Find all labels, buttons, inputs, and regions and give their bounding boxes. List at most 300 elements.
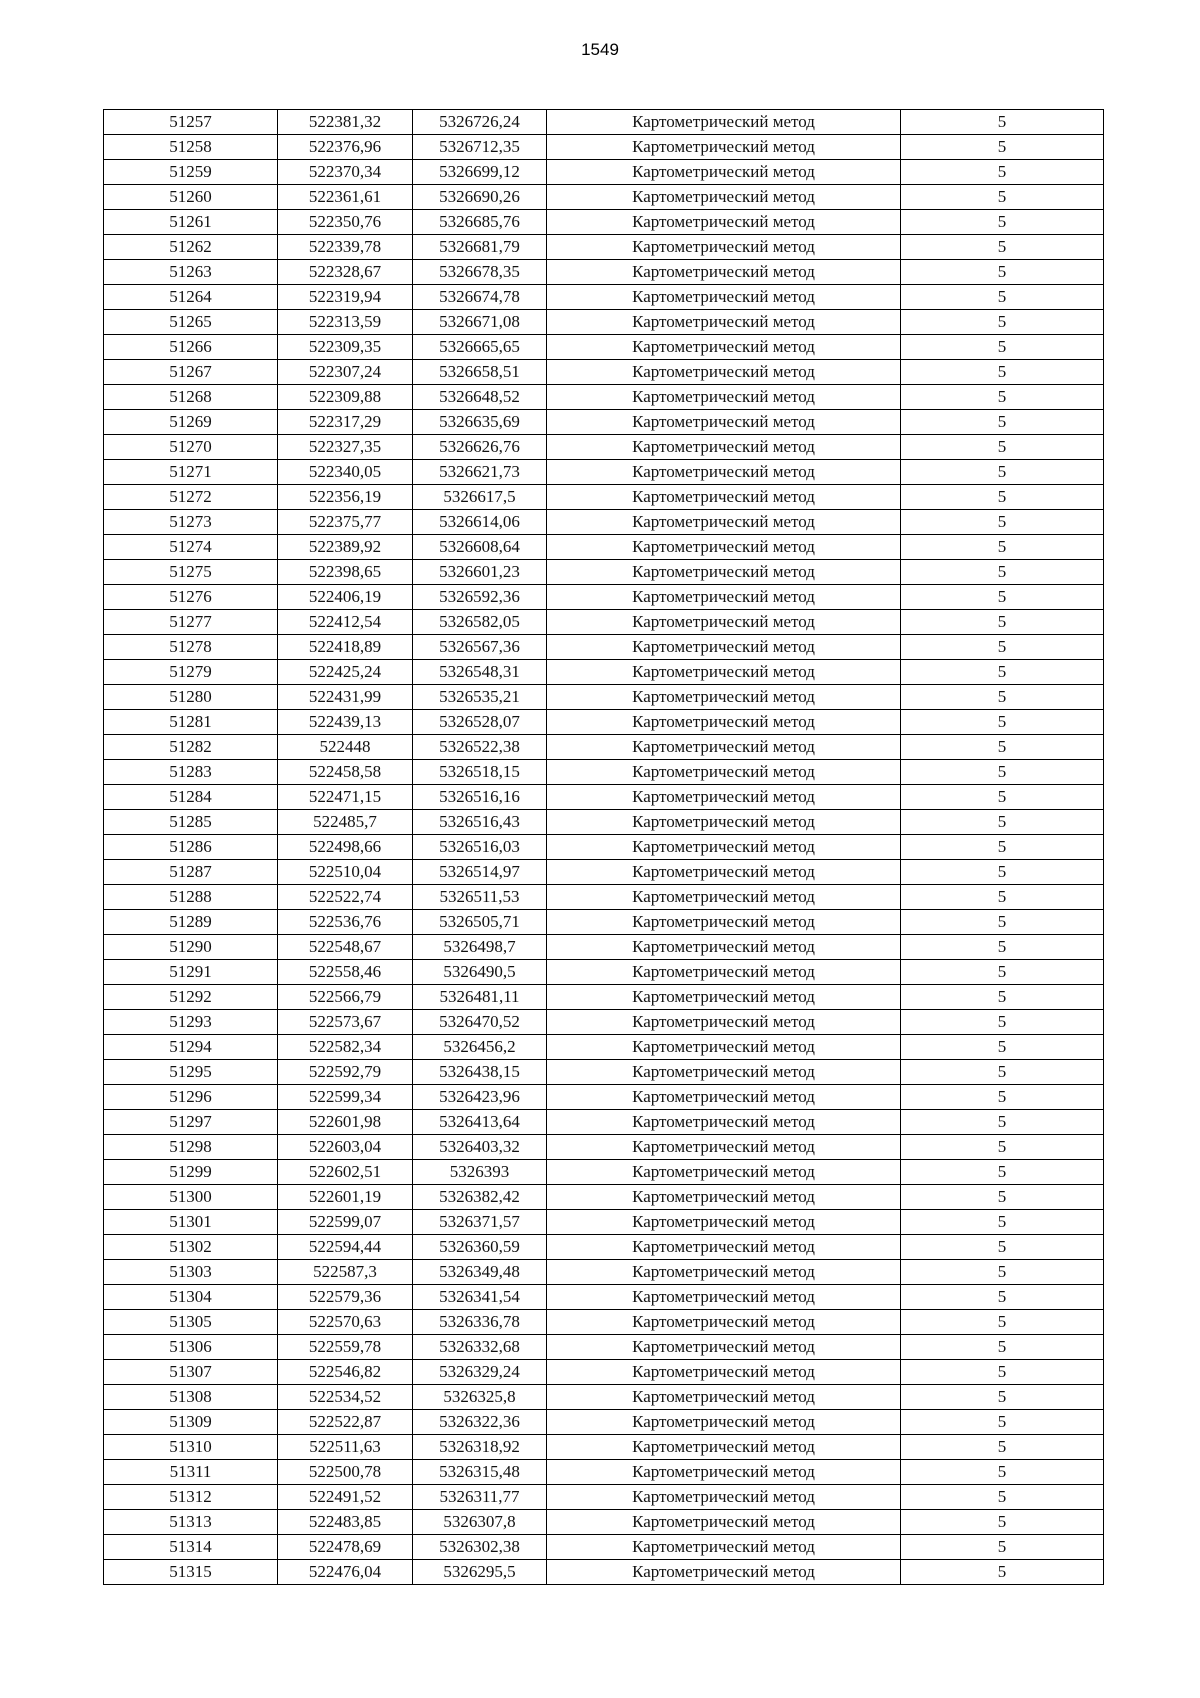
point-number-cell: 51279 [104, 660, 278, 685]
point-number-cell: 51280 [104, 685, 278, 710]
method-cell: Картометрический метод [547, 760, 901, 785]
y-coordinate-cell: 5326518,15 [413, 760, 547, 785]
method-cell: Картометрический метод [547, 835, 901, 860]
y-coordinate-cell: 5326456,2 [413, 1035, 547, 1060]
point-number-cell: 51306 [104, 1335, 278, 1360]
method-cell: Картометрический метод [547, 1235, 901, 1260]
table-row [104, 1285, 1104, 1310]
accuracy-cell: 5 [901, 485, 1104, 510]
x-coordinate-cell: 522483,85 [278, 1510, 413, 1535]
point-number-cell: 51281 [104, 710, 278, 735]
table-row [104, 735, 1104, 760]
y-coordinate-cell: 5326349,48 [413, 1260, 547, 1285]
point-number-cell: 51270 [104, 435, 278, 460]
x-coordinate-cell: 522491,52 [278, 1485, 413, 1510]
x-coordinate-cell: 522566,79 [278, 985, 413, 1010]
y-coordinate-cell: 5326516,03 [413, 835, 547, 860]
table-row [104, 1260, 1104, 1285]
table-row [104, 810, 1104, 835]
y-coordinate-cell: 5326665,65 [413, 335, 547, 360]
table-row [104, 760, 1104, 785]
accuracy-cell: 5 [901, 160, 1104, 185]
y-coordinate-cell: 5326678,35 [413, 260, 547, 285]
accuracy-cell: 5 [901, 310, 1104, 335]
method-cell: Картометрический метод [547, 485, 901, 510]
x-coordinate-cell: 522431,99 [278, 685, 413, 710]
table-row [104, 260, 1104, 285]
point-number-cell: 51274 [104, 535, 278, 560]
method-cell: Картометрический метод [547, 810, 901, 835]
method-cell: Картометрический метод [547, 660, 901, 685]
accuracy-cell: 5 [901, 1135, 1104, 1160]
method-cell: Картометрический метод [547, 1035, 901, 1060]
accuracy-cell: 5 [901, 1185, 1104, 1210]
x-coordinate-cell: 522309,35 [278, 335, 413, 360]
y-coordinate-cell: 5326332,68 [413, 1335, 547, 1360]
point-number-cell: 51289 [104, 910, 278, 935]
method-cell: Картометрический метод [547, 860, 901, 885]
y-coordinate-cell: 5326322,36 [413, 1410, 547, 1435]
table-row [104, 660, 1104, 685]
table-row [104, 785, 1104, 810]
x-coordinate-cell: 522570,63 [278, 1310, 413, 1335]
accuracy-cell: 5 [901, 235, 1104, 260]
method-cell: Картометрический метод [547, 1535, 901, 1560]
x-coordinate-cell: 522478,69 [278, 1535, 413, 1560]
y-coordinate-cell: 5326413,64 [413, 1110, 547, 1135]
point-number-cell: 51291 [104, 960, 278, 985]
accuracy-cell: 5 [901, 860, 1104, 885]
accuracy-cell: 5 [901, 685, 1104, 710]
accuracy-cell: 5 [901, 210, 1104, 235]
method-cell: Картометрический метод [547, 1510, 901, 1535]
table-row [104, 1160, 1104, 1185]
x-coordinate-cell: 522582,34 [278, 1035, 413, 1060]
y-coordinate-cell: 5326699,12 [413, 160, 547, 185]
x-coordinate-cell: 522601,19 [278, 1185, 413, 1210]
y-coordinate-cell: 5326685,76 [413, 210, 547, 235]
table-row [104, 710, 1104, 735]
point-number-cell: 51275 [104, 560, 278, 585]
point-number-cell: 51285 [104, 810, 278, 835]
method-cell: Картометрический метод [547, 460, 901, 485]
point-number-cell: 51272 [104, 485, 278, 510]
accuracy-cell: 5 [901, 1360, 1104, 1385]
table-row [104, 1310, 1104, 1335]
y-coordinate-cell: 5326341,54 [413, 1285, 547, 1310]
y-coordinate-cell: 5326690,26 [413, 185, 547, 210]
table-row [104, 160, 1104, 185]
method-cell: Картометрический метод [547, 1110, 901, 1135]
y-coordinate-cell: 5326681,79 [413, 235, 547, 260]
method-cell: Картометрический метод [547, 1060, 901, 1085]
method-cell: Картометрический метод [547, 535, 901, 560]
accuracy-cell: 5 [901, 635, 1104, 660]
y-coordinate-cell: 5326601,23 [413, 560, 547, 585]
y-coordinate-cell: 5326592,36 [413, 585, 547, 610]
accuracy-cell: 5 [901, 1385, 1104, 1410]
table-row [104, 1235, 1104, 1260]
table-row [104, 885, 1104, 910]
accuracy-cell: 5 [901, 335, 1104, 360]
table-row [104, 135, 1104, 160]
method-cell: Картометрический метод [547, 1135, 901, 1160]
x-coordinate-cell: 522500,78 [278, 1460, 413, 1485]
x-coordinate-cell: 522389,92 [278, 535, 413, 560]
point-number-cell: 51290 [104, 935, 278, 960]
method-cell: Картометрический метод [547, 1335, 901, 1360]
y-coordinate-cell: 5326438,15 [413, 1060, 547, 1085]
page-number: 1549 [581, 40, 619, 59]
x-coordinate-cell: 522592,79 [278, 1060, 413, 1085]
y-coordinate-cell: 5326535,21 [413, 685, 547, 710]
y-coordinate-cell: 5326614,06 [413, 510, 547, 535]
y-coordinate-cell: 5326307,8 [413, 1510, 547, 1535]
table-row [104, 1185, 1104, 1210]
point-number-cell: 51307 [104, 1360, 278, 1385]
y-coordinate-cell: 5326325,8 [413, 1385, 547, 1410]
x-coordinate-cell: 522398,65 [278, 560, 413, 585]
y-coordinate-cell: 5326726,24 [413, 110, 547, 135]
table-row [104, 1460, 1104, 1485]
method-cell: Картометрический метод [547, 1160, 901, 1185]
y-coordinate-cell: 5326295,5 [413, 1560, 547, 1585]
y-coordinate-cell: 5326470,52 [413, 1010, 547, 1035]
accuracy-cell: 5 [901, 285, 1104, 310]
y-coordinate-cell: 5326315,48 [413, 1460, 547, 1485]
x-coordinate-cell: 522376,96 [278, 135, 413, 160]
method-cell: Картометрический метод [547, 135, 901, 160]
table-row [104, 935, 1104, 960]
table-row [104, 1110, 1104, 1135]
x-coordinate-cell: 522485,7 [278, 810, 413, 835]
point-number-cell: 51302 [104, 1235, 278, 1260]
table-row [104, 585, 1104, 610]
table-row [104, 960, 1104, 985]
method-cell: Картометрический метод [547, 585, 901, 610]
accuracy-cell: 5 [901, 810, 1104, 835]
point-number-cell: 51277 [104, 610, 278, 635]
x-coordinate-cell: 522350,76 [278, 210, 413, 235]
x-coordinate-cell: 522476,04 [278, 1560, 413, 1585]
accuracy-cell: 5 [901, 1160, 1104, 1185]
x-coordinate-cell: 522471,15 [278, 785, 413, 810]
y-coordinate-cell: 5326712,35 [413, 135, 547, 160]
y-coordinate-cell: 5326617,5 [413, 485, 547, 510]
point-number-cell: 51282 [104, 735, 278, 760]
x-coordinate-cell: 522587,3 [278, 1260, 413, 1285]
x-coordinate-cell: 522522,87 [278, 1410, 413, 1435]
method-cell: Картометрический метод [547, 385, 901, 410]
table-row [104, 510, 1104, 535]
table-row [104, 110, 1104, 135]
table-row [104, 185, 1104, 210]
table-row [104, 685, 1104, 710]
point-number-cell: 51258 [104, 135, 278, 160]
x-coordinate-cell: 522448 [278, 735, 413, 760]
accuracy-cell: 5 [901, 1260, 1104, 1285]
accuracy-cell: 5 [901, 760, 1104, 785]
x-coordinate-cell: 522599,07 [278, 1210, 413, 1235]
x-coordinate-cell: 522498,66 [278, 835, 413, 860]
table-row [104, 610, 1104, 635]
y-coordinate-cell: 5326522,38 [413, 735, 547, 760]
method-cell: Картометрический метод [547, 360, 901, 385]
accuracy-cell: 5 [901, 1535, 1104, 1560]
x-coordinate-cell: 522536,76 [278, 910, 413, 935]
method-cell: Картометрический метод [547, 635, 901, 660]
y-coordinate-cell: 5326516,16 [413, 785, 547, 810]
accuracy-cell: 5 [901, 910, 1104, 935]
y-coordinate-cell: 5326621,73 [413, 460, 547, 485]
method-cell: Картометрический метод [547, 560, 901, 585]
method-cell: Картометрический метод [547, 1260, 901, 1285]
table-row [104, 1335, 1104, 1360]
accuracy-cell: 5 [901, 960, 1104, 985]
point-number-cell: 51278 [104, 635, 278, 660]
method-cell: Картометрический метод [547, 960, 901, 985]
point-number-cell: 51283 [104, 760, 278, 785]
method-cell: Картометрический метод [547, 785, 901, 810]
y-coordinate-cell: 5326382,42 [413, 1185, 547, 1210]
method-cell: Картометрический метод [547, 735, 901, 760]
table-row [104, 1210, 1104, 1235]
x-coordinate-cell: 522510,04 [278, 860, 413, 885]
method-cell: Картометрический метод [547, 160, 901, 185]
accuracy-cell: 5 [901, 1460, 1104, 1485]
table-row [104, 1085, 1104, 1110]
method-cell: Картометрический метод [547, 1210, 901, 1235]
method-cell: Картометрический метод [547, 985, 901, 1010]
point-number-cell: 51271 [104, 460, 278, 485]
point-number-cell: 51257 [104, 110, 278, 135]
point-number-cell: 51284 [104, 785, 278, 810]
x-coordinate-cell: 522412,54 [278, 610, 413, 635]
table-row [104, 1060, 1104, 1085]
x-coordinate-cell: 522361,61 [278, 185, 413, 210]
x-coordinate-cell: 522370,34 [278, 160, 413, 185]
accuracy-cell: 5 [901, 1435, 1104, 1460]
y-coordinate-cell: 5326423,96 [413, 1085, 547, 1110]
y-coordinate-cell: 5326658,51 [413, 360, 547, 385]
point-number-cell: 51295 [104, 1060, 278, 1085]
x-coordinate-cell: 522339,78 [278, 235, 413, 260]
table-row [104, 835, 1104, 860]
table-row [104, 1560, 1104, 1585]
method-cell: Картометрический метод [547, 610, 901, 635]
point-number-cell: 51310 [104, 1435, 278, 1460]
x-coordinate-cell: 522327,35 [278, 435, 413, 460]
point-number-cell: 51304 [104, 1285, 278, 1310]
y-coordinate-cell: 5326505,71 [413, 910, 547, 935]
table-row [104, 1485, 1104, 1510]
point-number-cell: 51273 [104, 510, 278, 535]
table-row [104, 635, 1104, 660]
x-coordinate-cell: 522425,24 [278, 660, 413, 685]
y-coordinate-cell: 5326311,77 [413, 1485, 547, 1510]
method-cell: Картометрический метод [547, 285, 901, 310]
x-coordinate-cell: 522573,67 [278, 1010, 413, 1035]
method-cell: Картометрический метод [547, 1460, 901, 1485]
method-cell: Картометрический метод [547, 1435, 901, 1460]
x-coordinate-cell: 522309,88 [278, 385, 413, 410]
y-coordinate-cell: 5326318,92 [413, 1435, 547, 1460]
point-number-cell: 51264 [104, 285, 278, 310]
accuracy-cell: 5 [901, 410, 1104, 435]
coordinates-table [103, 109, 1104, 1585]
y-coordinate-cell: 5326608,64 [413, 535, 547, 560]
method-cell: Картометрический метод [547, 1185, 901, 1210]
y-coordinate-cell: 5326648,52 [413, 385, 547, 410]
accuracy-cell: 5 [901, 835, 1104, 860]
accuracy-cell: 5 [901, 1085, 1104, 1110]
point-number-cell: 51308 [104, 1385, 278, 1410]
accuracy-cell: 5 [901, 1110, 1104, 1135]
x-coordinate-cell: 522381,32 [278, 110, 413, 135]
table-row [104, 1360, 1104, 1385]
x-coordinate-cell: 522511,63 [278, 1435, 413, 1460]
method-cell: Картометрический метод [547, 110, 901, 135]
table-row [104, 985, 1104, 1010]
table-row [104, 910, 1104, 935]
table-row [104, 1535, 1104, 1560]
accuracy-cell: 5 [901, 1060, 1104, 1085]
x-coordinate-cell: 522375,77 [278, 510, 413, 535]
accuracy-cell: 5 [901, 660, 1104, 685]
method-cell: Картометрический метод [547, 235, 901, 260]
accuracy-cell: 5 [901, 360, 1104, 385]
point-number-cell: 51263 [104, 260, 278, 285]
y-coordinate-cell: 5326403,32 [413, 1135, 547, 1160]
coordinates-table-body [104, 110, 1104, 1585]
x-coordinate-cell: 522599,34 [278, 1085, 413, 1110]
y-coordinate-cell: 5326514,97 [413, 860, 547, 885]
accuracy-cell: 5 [901, 885, 1104, 910]
accuracy-cell: 5 [901, 460, 1104, 485]
x-coordinate-cell: 522356,19 [278, 485, 413, 510]
table-row [104, 1135, 1104, 1160]
method-cell: Картометрический метод [547, 1560, 901, 1585]
y-coordinate-cell: 5326481,11 [413, 985, 547, 1010]
y-coordinate-cell: 5326567,36 [413, 635, 547, 660]
x-coordinate-cell: 522418,89 [278, 635, 413, 660]
x-coordinate-cell: 522458,58 [278, 760, 413, 785]
y-coordinate-cell: 5326329,24 [413, 1360, 547, 1385]
table-row [104, 285, 1104, 310]
accuracy-cell: 5 [901, 435, 1104, 460]
point-number-cell: 51292 [104, 985, 278, 1010]
x-coordinate-cell: 522439,13 [278, 710, 413, 735]
x-coordinate-cell: 522340,05 [278, 460, 413, 485]
y-coordinate-cell: 5326582,05 [413, 610, 547, 635]
table-row [104, 385, 1104, 410]
method-cell: Картометрический метод [547, 410, 901, 435]
accuracy-cell: 5 [901, 185, 1104, 210]
y-coordinate-cell: 5326490,5 [413, 960, 547, 985]
method-cell: Картометрический метод [547, 685, 901, 710]
point-number-cell: 51262 [104, 235, 278, 260]
accuracy-cell: 5 [901, 385, 1104, 410]
point-number-cell: 51268 [104, 385, 278, 410]
point-number-cell: 51315 [104, 1560, 278, 1585]
x-coordinate-cell: 522579,36 [278, 1285, 413, 1310]
x-coordinate-cell: 522546,82 [278, 1360, 413, 1385]
accuracy-cell: 5 [901, 735, 1104, 760]
point-number-cell: 51311 [104, 1460, 278, 1485]
table-row [104, 460, 1104, 485]
table-row [104, 485, 1104, 510]
accuracy-cell: 5 [901, 535, 1104, 560]
method-cell: Картометрический метод [547, 1385, 901, 1410]
point-number-cell: 51298 [104, 1135, 278, 1160]
accuracy-cell: 5 [901, 785, 1104, 810]
point-number-cell: 51286 [104, 835, 278, 860]
point-number-cell: 51260 [104, 185, 278, 210]
x-coordinate-cell: 522406,19 [278, 585, 413, 610]
accuracy-cell: 5 [901, 710, 1104, 735]
y-coordinate-cell: 5326302,38 [413, 1535, 547, 1560]
point-number-cell: 51266 [104, 335, 278, 360]
accuracy-cell: 5 [901, 1560, 1104, 1585]
x-coordinate-cell: 522594,44 [278, 1235, 413, 1260]
point-number-cell: 51293 [104, 1010, 278, 1035]
y-coordinate-cell: 5326548,31 [413, 660, 547, 685]
method-cell: Картометрический метод [547, 935, 901, 960]
point-number-cell: 51261 [104, 210, 278, 235]
x-coordinate-cell: 522601,98 [278, 1110, 413, 1135]
point-number-cell: 51265 [104, 310, 278, 335]
table-row [104, 1035, 1104, 1060]
y-coordinate-cell: 5326393 [413, 1160, 547, 1185]
method-cell: Картометрический метод [547, 885, 901, 910]
accuracy-cell: 5 [901, 110, 1104, 135]
accuracy-cell: 5 [901, 985, 1104, 1010]
accuracy-cell: 5 [901, 1010, 1104, 1035]
method-cell: Картометрический метод [547, 185, 901, 210]
accuracy-cell: 5 [901, 1335, 1104, 1360]
point-number-cell: 51276 [104, 585, 278, 610]
point-number-cell: 51297 [104, 1110, 278, 1135]
point-number-cell: 51269 [104, 410, 278, 435]
y-coordinate-cell: 5326674,78 [413, 285, 547, 310]
accuracy-cell: 5 [901, 1410, 1104, 1435]
point-number-cell: 51314 [104, 1535, 278, 1560]
point-number-cell: 51294 [104, 1035, 278, 1060]
accuracy-cell: 5 [901, 935, 1104, 960]
y-coordinate-cell: 5326516,43 [413, 810, 547, 835]
x-coordinate-cell: 522602,51 [278, 1160, 413, 1185]
accuracy-cell: 5 [901, 610, 1104, 635]
point-number-cell: 51312 [104, 1485, 278, 1510]
method-cell: Картометрический метод [547, 1085, 901, 1110]
x-coordinate-cell: 522313,59 [278, 310, 413, 335]
y-coordinate-cell: 5326336,78 [413, 1310, 547, 1335]
method-cell: Картометрический метод [547, 1010, 901, 1035]
accuracy-cell: 5 [901, 1310, 1104, 1335]
accuracy-cell: 5 [901, 1510, 1104, 1535]
y-coordinate-cell: 5326511,53 [413, 885, 547, 910]
method-cell: Картометрический метод [547, 710, 901, 735]
table-row [104, 1385, 1104, 1410]
table-row [104, 435, 1104, 460]
y-coordinate-cell: 5326371,57 [413, 1210, 547, 1235]
accuracy-cell: 5 [901, 1235, 1104, 1260]
point-number-cell: 51303 [104, 1260, 278, 1285]
table-row [104, 560, 1104, 585]
x-coordinate-cell: 522548,67 [278, 935, 413, 960]
x-coordinate-cell: 522307,24 [278, 360, 413, 385]
accuracy-cell: 5 [901, 585, 1104, 610]
